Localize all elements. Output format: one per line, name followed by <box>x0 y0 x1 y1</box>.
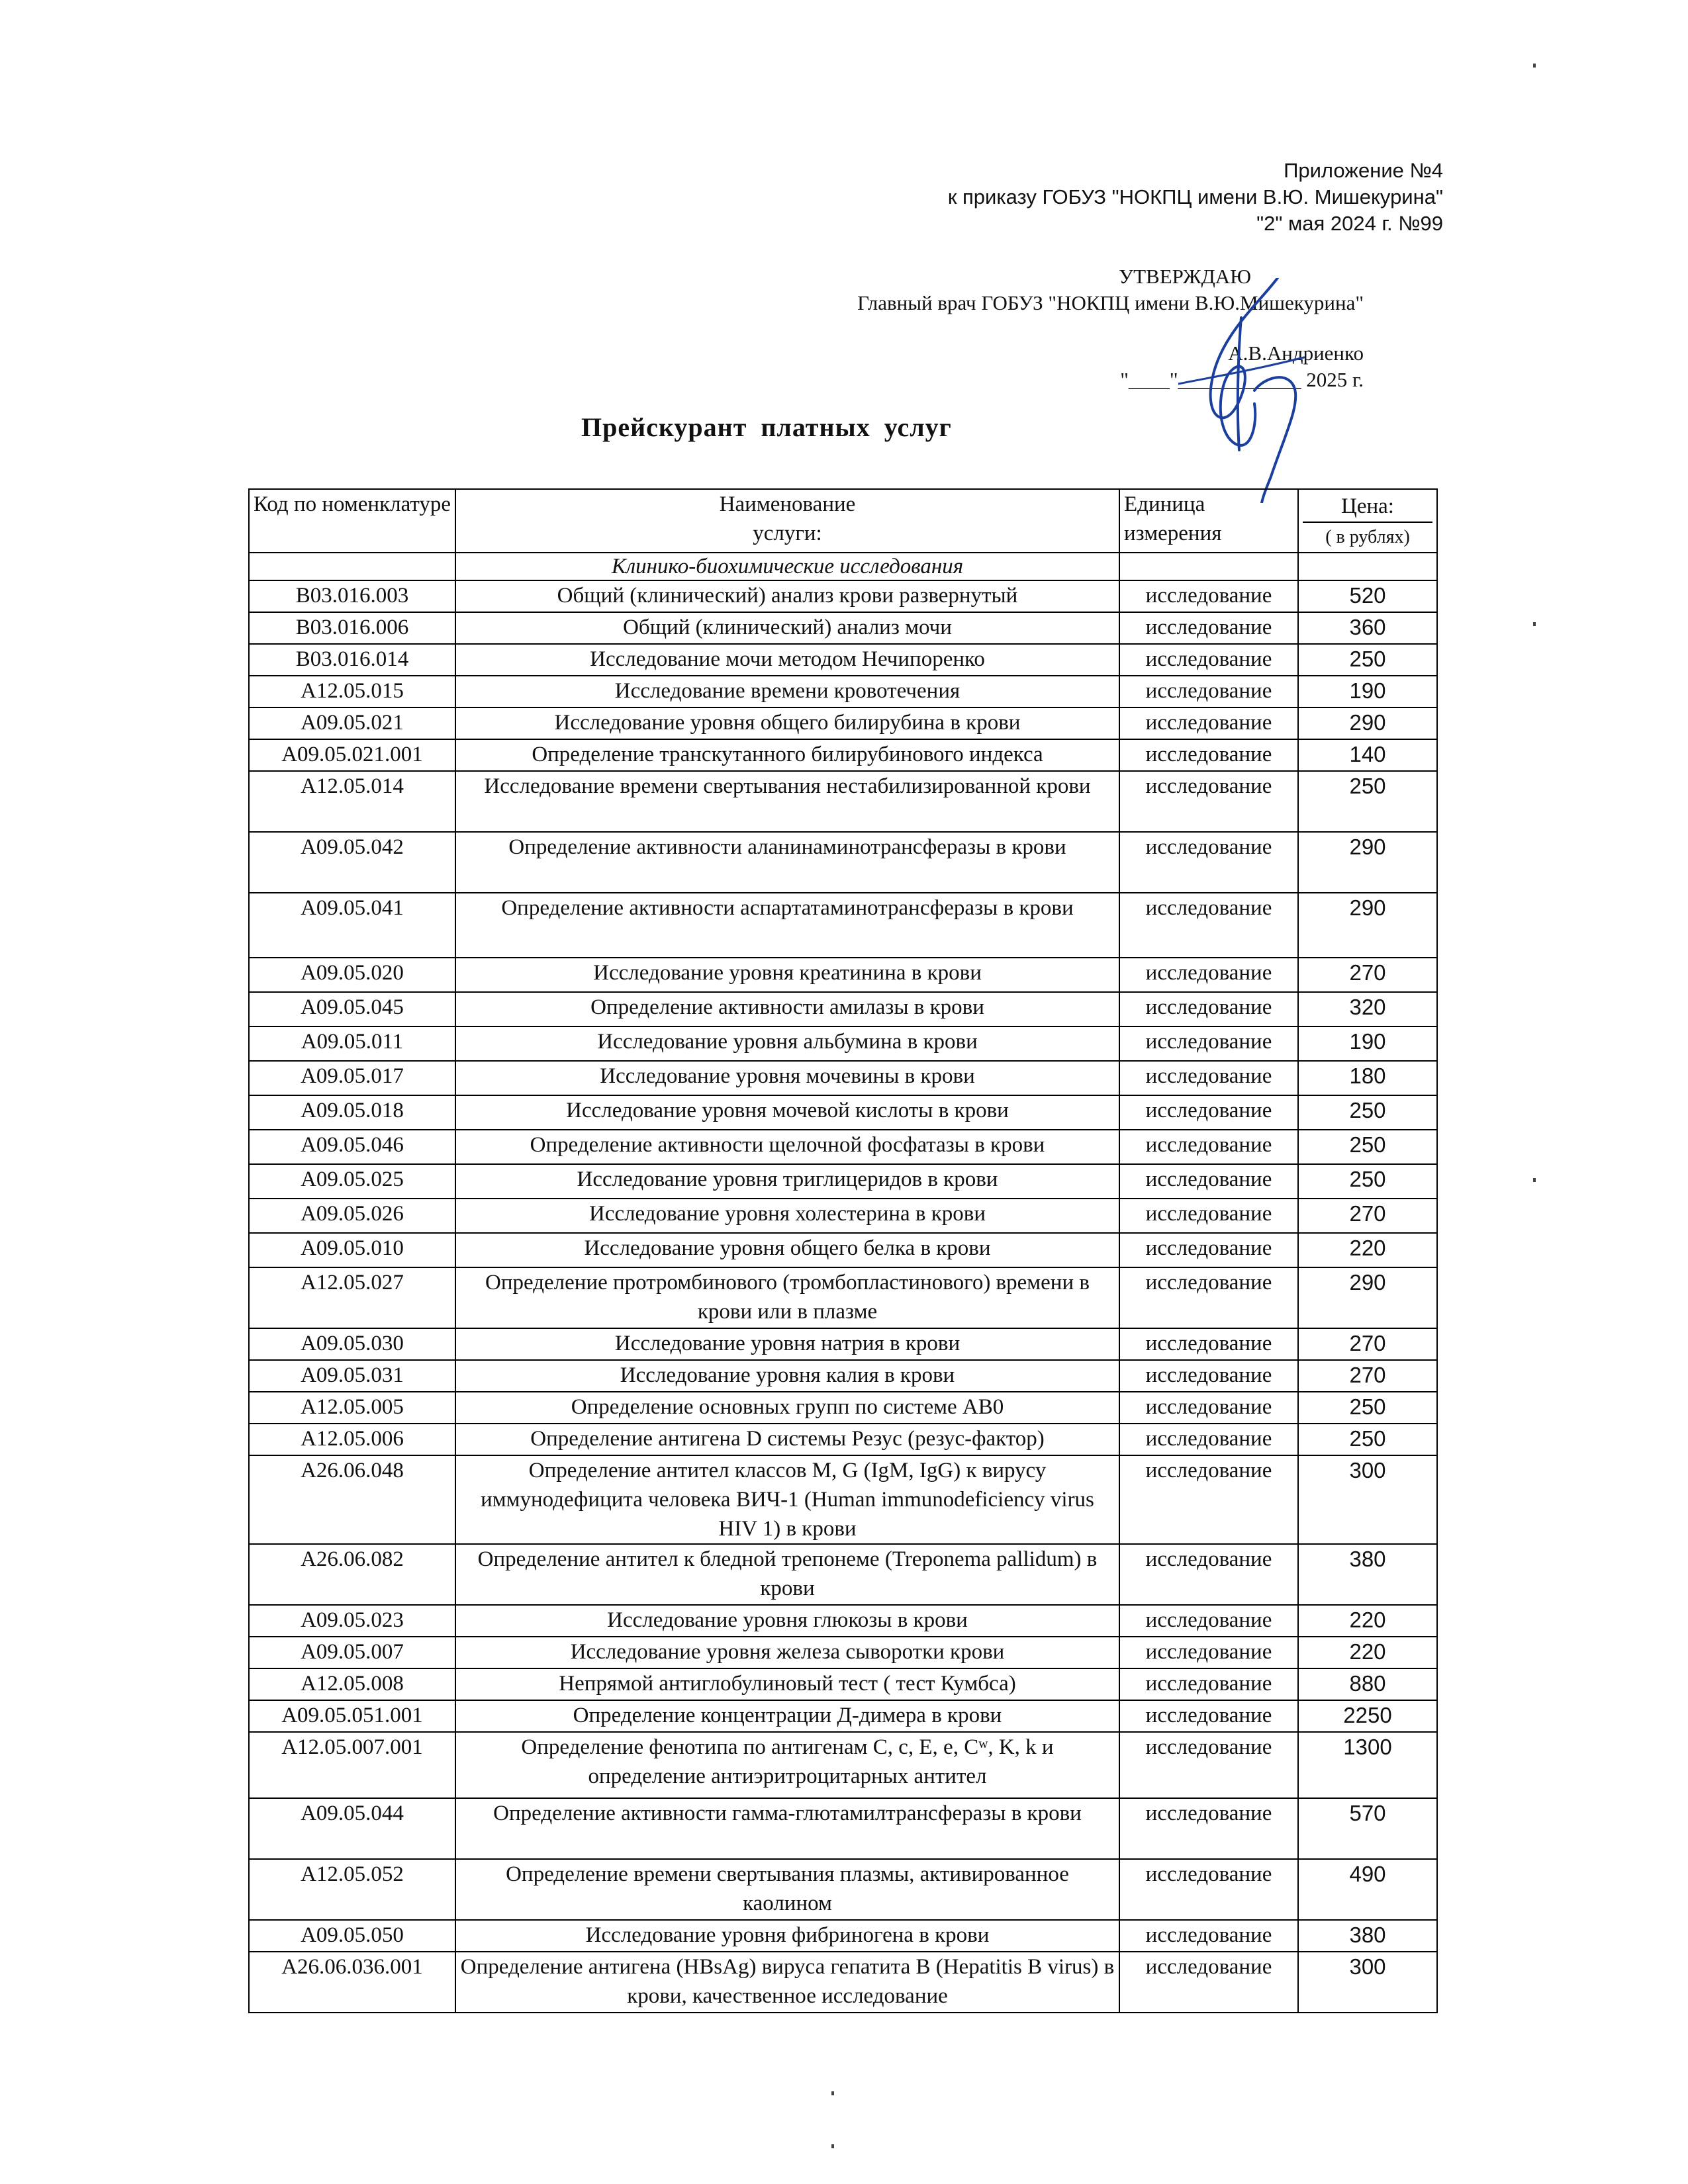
unit-cell: исследование <box>1119 644 1298 676</box>
service-name-cell: Определение активности аланинаминотрансферазы в крови <box>455 832 1119 893</box>
price-cell: 250 <box>1298 1164 1437 1199</box>
service-name-cell: Исследование уровня натрия в крови <box>455 1328 1119 1360</box>
unit-cell: исследование <box>1119 1700 1298 1732</box>
header-name-line1: Наименование <box>719 492 856 516</box>
table-row <box>249 1061 1437 1095</box>
price-cell: 250 <box>1298 1392 1437 1424</box>
document-title: Прейскурант платных услуг <box>581 412 952 442</box>
price-cell: 300 <box>1298 1952 1437 2013</box>
code-cell: A09.05.007 <box>249 1637 455 1668</box>
table-row <box>249 832 1437 893</box>
unit-cell: исследование <box>1119 1392 1298 1424</box>
price-cell: 140 <box>1298 739 1437 771</box>
table-row <box>249 1605 1437 1637</box>
table-row <box>249 893 1437 958</box>
header-name <box>455 489 1119 553</box>
price-cell: 220 <box>1298 1233 1437 1267</box>
table-row <box>249 1392 1437 1424</box>
service-name-cell: Исследование мочи методом Нечипоренко <box>455 644 1119 676</box>
service-name-cell: Определение активности аспартатаминотрансферазы в крови <box>455 893 1119 958</box>
service-name-cell: Исследование уровня общего билирубина в крови <box>455 707 1119 739</box>
unit-cell: исследование <box>1119 1605 1298 1637</box>
service-name-cell: Исследование уровня креатинина в крови <box>455 958 1119 992</box>
price-cell: 270 <box>1298 1199 1437 1233</box>
handwritten-signature <box>1178 278 1324 503</box>
price-cell: 250 <box>1298 644 1437 676</box>
service-name-cell: Исследование уровня мочевой кислоты в крови <box>455 1095 1119 1130</box>
unit-cell: исследование <box>1119 1026 1298 1061</box>
table-row <box>249 676 1437 707</box>
unit-cell: исследование <box>1119 707 1298 739</box>
code-cell: A09.05.020 <box>249 958 455 992</box>
service-name-cell: Определение транскутанного билирубинового индекса <box>455 739 1119 771</box>
scan-speck <box>1533 1178 1536 1182</box>
table-row <box>249 1637 1437 1668</box>
code-cell: A12.05.005 <box>249 1392 455 1424</box>
service-name-cell: Общий (клинический) анализ крови развернутый <box>455 580 1119 612</box>
service-name-cell: Общий (клинический) анализ мочи <box>455 612 1119 644</box>
unit-cell: исследование <box>1119 1328 1298 1360</box>
service-name-cell: Исследование времени свертывания нестабилизированной крови <box>455 771 1119 832</box>
price-cell: 220 <box>1298 1605 1437 1637</box>
table-row <box>249 992 1437 1026</box>
table-row <box>249 1732 1437 1798</box>
table-row <box>249 1700 1437 1732</box>
code-cell: A26.06.036.001 <box>249 1952 455 2013</box>
table-row <box>249 1798 1437 1859</box>
unit-cell: исследование <box>1119 893 1298 958</box>
appendix-line-3: "2" мая 2024 г. №99 <box>1256 212 1443 235</box>
unit-cell: исследование <box>1119 1199 1298 1233</box>
code-cell: A26.06.082 <box>249 1544 455 1605</box>
unit-cell: исследование <box>1119 1668 1298 1700</box>
table-row <box>249 739 1437 771</box>
table-row <box>249 1199 1437 1233</box>
service-name-cell: Определение антител классов M, G (IgM, IgG) к вирусу иммунодефицита человека ВИЧ-1 (Human immunodeficiency virus HIV 1) в крови <box>455 1455 1119 1544</box>
code-cell: A09.05.021 <box>249 707 455 739</box>
code-cell: A09.05.018 <box>249 1095 455 1130</box>
service-name-cell: Исследование уровня глюкозы в крови <box>455 1605 1119 1637</box>
table-row <box>249 580 1437 612</box>
service-name-cell: Определение антигена (HBsAg) вируса гепатита B (Hepatitis B virus) в крови, качественное исследование <box>455 1952 1119 2013</box>
table-row <box>249 1360 1437 1392</box>
service-name-cell: Определение времени свертывания плазмы, активированное каолином <box>455 1859 1119 1920</box>
section-row <box>249 553 1437 580</box>
unit-cell: исследование <box>1119 1637 1298 1668</box>
price-cell: 360 <box>1298 612 1437 644</box>
price-table <box>248 488 1438 2013</box>
service-name-cell: Исследование уровня общего белка в крови <box>455 1233 1119 1267</box>
approval-heading: УТВЕРЖДАЮ <box>1119 265 1251 288</box>
service-name-cell: Исследование времени кровотечения <box>455 676 1119 707</box>
unit-cell: исследование <box>1119 771 1298 832</box>
service-name-cell: Исследование уровня мочевины в крови <box>455 1061 1119 1095</box>
unit-cell: исследование <box>1119 1952 1298 2013</box>
table-row <box>249 1328 1437 1360</box>
header-unit: Единица измерения <box>1119 489 1298 553</box>
price-cell: 320 <box>1298 992 1437 1026</box>
code-cell: A12.05.007.001 <box>249 1732 455 1798</box>
unit-cell: исследование <box>1119 1267 1298 1328</box>
unit-cell: исследование <box>1119 992 1298 1026</box>
code-cell: A12.05.015 <box>249 676 455 707</box>
scan-speck <box>831 2144 834 2148</box>
code-cell: A09.05.017 <box>249 1061 455 1095</box>
unit-cell: исследование <box>1119 1455 1298 1544</box>
unit-cell: исследование <box>1119 612 1298 644</box>
table-row <box>249 707 1437 739</box>
header-price-top: Цена: <box>1303 490 1432 523</box>
price-cell: 270 <box>1298 1328 1437 1360</box>
service-name-cell: Определение основных групп по системе AB0 <box>455 1392 1119 1424</box>
appendix-line-2: к приказу ГОБУЗ "НОКПЦ имени В.Ю. Мишекурина" <box>947 185 1443 208</box>
price-cell: 250 <box>1298 771 1437 832</box>
unit-cell: исследование <box>1119 1424 1298 1455</box>
unit-cell: исследование <box>1119 739 1298 771</box>
service-name-cell: Определение концентрации Д-димера в крови <box>455 1700 1119 1732</box>
code-cell: A26.06.048 <box>249 1455 455 1544</box>
table-row <box>249 612 1437 644</box>
price-cell: 490 <box>1298 1859 1437 1920</box>
price-cell: 270 <box>1298 1360 1437 1392</box>
approval-position: Главный врач ГОБУЗ "НОКПЦ имени В.Ю.Мишекурина" <box>857 291 1364 314</box>
price-cell: 880 <box>1298 1668 1437 1700</box>
code-cell: A12.05.014 <box>249 771 455 832</box>
code-cell: A09.05.044 <box>249 1798 455 1859</box>
price-cell: 1300 <box>1298 1732 1437 1798</box>
code-cell: A12.05.006 <box>249 1424 455 1455</box>
scan-speck <box>831 2091 834 2095</box>
table-row <box>249 644 1437 676</box>
code-cell: B03.016.003 <box>249 580 455 612</box>
price-cell: 380 <box>1298 1544 1437 1605</box>
service-name-cell: Определение активности щелочной фосфатазы в крови <box>455 1130 1119 1164</box>
appendix-line-1: Приложение №4 <box>1284 159 1443 182</box>
code-cell: A09.05.011 <box>249 1026 455 1061</box>
code-cell: A09.05.031 <box>249 1360 455 1392</box>
unit-cell: исследование <box>1119 1164 1298 1199</box>
appendix-block <box>948 158 1443 237</box>
table-row <box>249 1424 1437 1455</box>
service-name-cell: Определение фенотипа по антигенам C, c, E, e, Cʷ, K, k и определение антиэритроцитарных антител <box>455 1732 1119 1798</box>
price-cell: 290 <box>1298 1267 1437 1328</box>
unit-cell: исследование <box>1119 580 1298 612</box>
table-row <box>249 1130 1437 1164</box>
table-row <box>249 1920 1437 1952</box>
service-name-cell: Непрямой антиглобулиновый тест ( тест Кумбса) <box>455 1668 1119 1700</box>
code-cell: B03.016.014 <box>249 644 455 676</box>
unit-cell: исследование <box>1119 1732 1298 1798</box>
code-cell: A09.05.021.001 <box>249 739 455 771</box>
approval-name: А.В.Андриенко <box>1228 341 1364 365</box>
service-name-cell: Определение активности гамма-глютамилтрансферазы в крови <box>455 1798 1119 1859</box>
code-cell: A09.05.030 <box>249 1328 455 1360</box>
service-name-cell: Исследование уровня фибриногена в крови <box>455 1920 1119 1952</box>
price-cell: 220 <box>1298 1637 1437 1668</box>
price-cell: 290 <box>1298 707 1437 739</box>
unit-cell: исследование <box>1119 958 1298 992</box>
approval-date: "____"____________ 2025 г. <box>1120 368 1364 391</box>
table-header-row <box>249 489 1437 553</box>
service-name-cell: Определение активности амилазы в крови <box>455 992 1119 1026</box>
unit-cell: исследование <box>1119 1859 1298 1920</box>
table-row <box>249 1952 1437 2013</box>
price-cell: 270 <box>1298 958 1437 992</box>
price-cell: 250 <box>1298 1095 1437 1130</box>
service-name-cell: Исследование уровня триглицеридов в крови <box>455 1164 1119 1199</box>
table-row <box>249 1455 1437 1544</box>
code-cell: A12.05.027 <box>249 1267 455 1328</box>
code-cell: A09.05.050 <box>249 1920 455 1952</box>
unit-cell: исследование <box>1119 1095 1298 1130</box>
price-cell: 290 <box>1298 893 1437 958</box>
unit-cell: исследование <box>1119 1798 1298 1859</box>
header-code: Код по номенклатуре <box>249 489 455 553</box>
service-name-cell: Исследование уровня холестерина в крови <box>455 1199 1119 1233</box>
code-cell: A09.05.010 <box>249 1233 455 1267</box>
header-price <box>1298 489 1437 553</box>
unit-cell: исследование <box>1119 832 1298 893</box>
code-cell: A12.05.008 <box>249 1668 455 1700</box>
service-name-cell: Определение антител к бледной трепонеме (Treponema pallidum) в крови <box>455 1544 1119 1605</box>
price-cell: 250 <box>1298 1130 1437 1164</box>
code-cell: B03.016.006 <box>249 612 455 644</box>
code-cell: A09.05.026 <box>249 1199 455 1233</box>
table-row <box>249 1164 1437 1199</box>
code-cell: A09.05.051.001 <box>249 1700 455 1732</box>
price-cell: 190 <box>1298 676 1437 707</box>
service-name-cell: Определение антигена D системы Резус (резус-фактор) <box>455 1424 1119 1455</box>
unit-cell: исследование <box>1119 676 1298 707</box>
scan-speck <box>1533 622 1536 626</box>
table-row <box>249 1026 1437 1061</box>
scan-speck <box>1533 64 1536 68</box>
price-cell: 300 <box>1298 1455 1437 1544</box>
section-price-cell <box>1298 553 1437 580</box>
unit-cell: исследование <box>1119 1130 1298 1164</box>
service-name-cell: Исследование уровня железа сыворотки крови <box>455 1637 1119 1668</box>
table-row <box>249 771 1437 832</box>
code-cell: A09.05.025 <box>249 1164 455 1199</box>
code-cell: A12.05.052 <box>249 1859 455 1920</box>
table-row <box>249 1267 1437 1328</box>
price-cell: 380 <box>1298 1920 1437 1952</box>
service-name-cell: Определение протромбинового (тромбопластинового) времени в крови или в плазме <box>455 1267 1119 1328</box>
price-cell: 190 <box>1298 1026 1437 1061</box>
table-row <box>249 1544 1437 1605</box>
section-title: Клинико-биохимические исследования <box>455 553 1119 580</box>
table-row <box>249 1668 1437 1700</box>
table-row <box>249 958 1437 992</box>
service-name-cell: Исследование уровня калия в крови <box>455 1360 1119 1392</box>
price-cell: 180 <box>1298 1061 1437 1095</box>
unit-cell: исследование <box>1119 1920 1298 1952</box>
code-cell: A09.05.041 <box>249 893 455 958</box>
price-cell: 570 <box>1298 1798 1437 1859</box>
header-price-bottom: ( в рублях) <box>1325 527 1410 547</box>
price-cell: 520 <box>1298 580 1437 612</box>
unit-cell: исследование <box>1119 1360 1298 1392</box>
code-cell: A09.05.042 <box>249 832 455 893</box>
price-cell: 290 <box>1298 832 1437 893</box>
unit-cell: исследование <box>1119 1233 1298 1267</box>
unit-cell: исследование <box>1119 1061 1298 1095</box>
code-cell: A09.05.045 <box>249 992 455 1026</box>
price-cell: 2250 <box>1298 1700 1437 1732</box>
section-code-cell <box>249 553 455 580</box>
table-row <box>249 1233 1437 1267</box>
price-cell: 250 <box>1298 1424 1437 1455</box>
code-cell: A09.05.046 <box>249 1130 455 1164</box>
unit-cell: исследование <box>1119 1544 1298 1605</box>
code-cell: A09.05.023 <box>249 1605 455 1637</box>
table-row <box>249 1859 1437 1920</box>
header-name-line2: услуги: <box>753 522 822 545</box>
table-row <box>249 1095 1437 1130</box>
service-name-cell: Исследование уровня альбумина в крови <box>455 1026 1119 1061</box>
section-unit-cell <box>1119 553 1298 580</box>
